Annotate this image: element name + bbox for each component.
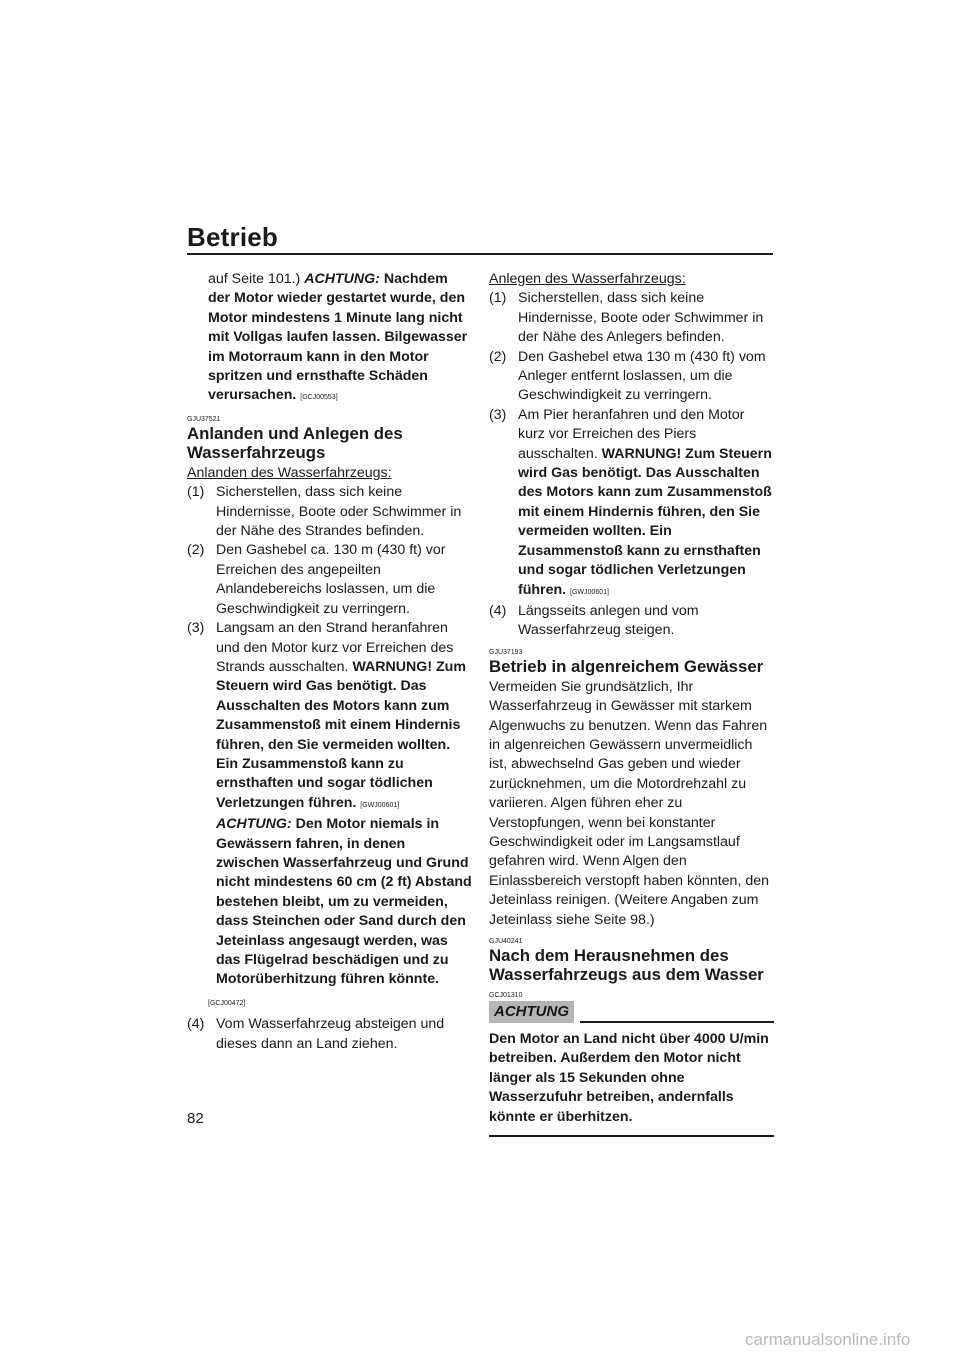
notice-ref-code: GCJ01310 — [489, 992, 523, 999]
reference-code: [GWJ00601] — [360, 801, 400, 809]
achtung-text: Den Motor niemals in Gewässern fahren, in denen zwischen Wasserfahrzeug und Grund nicht mindestens 60 cm (2 ft) Abstand bestehen bleibt, um zu vermeiden, dass Steinchen oder Sand durch den Jeteinlass angesaugt werden, was das Flügelrad beschädigen und zu Motorüberhitzung führen könnte. — [216, 816, 472, 988]
list-item-number: (3) — [187, 620, 205, 637]
list-item — [489, 602, 774, 641]
list-item — [489, 406, 774, 602]
body-paragraph: Vermeiden Sie grundsätzlich, Ihr Wasserfahrzeug in Gewässer mit starkem Algenwuchs zu benutzen. Wenn das Fahren in algenreichen Gewässern unvermeidlich ist, abwechselnd Gas geben und wieder zurücknehmen, um die Motordrehzahl zu variieren. Algen führen eher zu Verstopfungen, wenn bei konstanter Geschwindigkeit oder im Langsamstlauf gefahren wird. Wenn Algen den Einlassbereich verstopft haben könnten, den Jeteinlass reinigen. (Weitere Angaben zum Jeteinlass siehe Seite 98.) — [489, 678, 769, 928]
achtung-text: Nachdem der Motor wieder gestartet wurde, den Motor mindestens 1 Minute lang nicht mit Vollgas laufen lassen. Bilgewasser im Motorraum kann in den Motor spritzen und ernsthafte Schäden verursachen. — [208, 271, 468, 404]
warning-text: WARNUNG! Zum Steuern wird Gas benötigt. Das Ausschalten des Motors kann zum Zusammenstoß mit einem Hindernis führen, den Sie vermeiden wollten. Ein Zusammenstoß kann zu ernsthaften und sogar tödlichen Verletzungen führen. — [518, 445, 772, 598]
notice-text: Den Motor an Land nicht über 4000 U/min betreiben. Außerdem den Motor nicht länger als 15 Sekunden ohne Wasserzufuhr betreiben, andernfalls könnte er überhitzen. — [489, 1030, 774, 1137]
list-item — [489, 348, 774, 406]
achtung-label: ACHTUNG: — [304, 271, 380, 287]
list-item — [489, 289, 774, 347]
list-item-plain: Langsam an den Strand heranfahren und den Motor kurz vor Erreichen des Strands ausschalten. — [216, 620, 454, 675]
notice-divider — [580, 1021, 774, 1023]
continued-paragraph — [187, 270, 472, 408]
list-item-text — [518, 406, 774, 602]
list-item-text: Vom Wasserfahrzeug absteigen und dieses dann an Land ziehen. — [216, 1016, 445, 1052]
list-item-text: Den Gashebel ca. 130 m (430 ft) vor Erreichen des angepeilten Anlandebereichs loslassen, um die Geschwindigkeit zu verringern. — [216, 542, 446, 617]
title-divider — [187, 253, 773, 255]
list-item — [187, 541, 472, 619]
list-item-plain: Am Pier heranfahren und den Motor kurz vor Erreichen des Piers ausschalten. — [518, 406, 745, 462]
list-item-number: (1) — [489, 290, 507, 307]
list-item-number: (1) — [187, 484, 205, 501]
list-item-text: Sicherstellen, dass sich keine Hindernisse, Boote oder Schwimmer in der Nähe des Anlegers befinden. — [518, 290, 764, 346]
reference-code: [GCJ00472] — [208, 999, 246, 1007]
list-item-number: (2) — [489, 348, 507, 365]
watermark: carmanualsonline.info — [745, 1330, 911, 1349]
list-item — [187, 483, 472, 541]
list-item — [187, 619, 472, 990]
list-item-text: Längsseits anlegen und vom Wasserfahrzeug steigen. — [518, 602, 699, 639]
list-item-number: (2) — [187, 542, 205, 559]
warning-text: WARNUNG! Zum Steuern wird Gas benötigt. Das Ausschalten des Motors kann zum Zusammenstoß mit einem Hindernis führen, den Sie vermeiden wollten. Ein Zusammenstoß kann zu ernsthaften und sogar tödlichen Verletzungen führen. — [216, 658, 466, 811]
reference-code: [GCJ00553] — [300, 394, 338, 402]
left-column — [187, 270, 472, 1054]
list-item-number: (4) — [187, 1016, 205, 1033]
section-heading: Anlanden und Anlegen des Wasserfahrzeugs — [187, 423, 403, 462]
list-item — [187, 1015, 472, 1054]
right-column — [489, 270, 774, 1137]
section-heading: Betrieb in algenreichem Gewässer — [489, 656, 764, 676]
section-ref-code: GJU37521 — [187, 415, 221, 423]
notice-header — [489, 1001, 774, 1023]
section-ref-code: GJU40241 — [489, 938, 523, 945]
achtung-badge: ACHTUNG — [489, 1001, 574, 1023]
section-ref-code: GJU37193 — [489, 648, 523, 656]
list-item-number: (3) — [489, 406, 507, 423]
continued-text: auf Seite 101.) — [208, 271, 301, 287]
achtung-label: ACHTUNG: — [216, 816, 292, 833]
subsection-heading: Anlanden des Wasserfahrzeugs: — [187, 464, 392, 481]
list-item-number: (4) — [489, 602, 507, 619]
subsection-heading: Anlegen des Wasserfahrzeugs: — [489, 271, 686, 287]
section-heading: Nach dem Herausnehmen des Wasserfahrzeugs aus dem Wasser — [489, 946, 764, 984]
list-item-text: Sicherstellen, dass sich keine Hindernisse, Boote oder Schwimmer in der Nähe des Strandes befinden. — [216, 484, 462, 540]
page-number: 82 — [187, 1110, 204, 1127]
list-item-text: Den Gashebel etwa 130 m (430 ft) vom Anleger entfernt loslassen, um die Geschwindigkeit zu verringern. — [518, 348, 766, 404]
reference-code: [GWJ00601] — [570, 588, 609, 596]
list-item-text — [216, 619, 472, 990]
page-title: Betrieb — [187, 222, 278, 252]
